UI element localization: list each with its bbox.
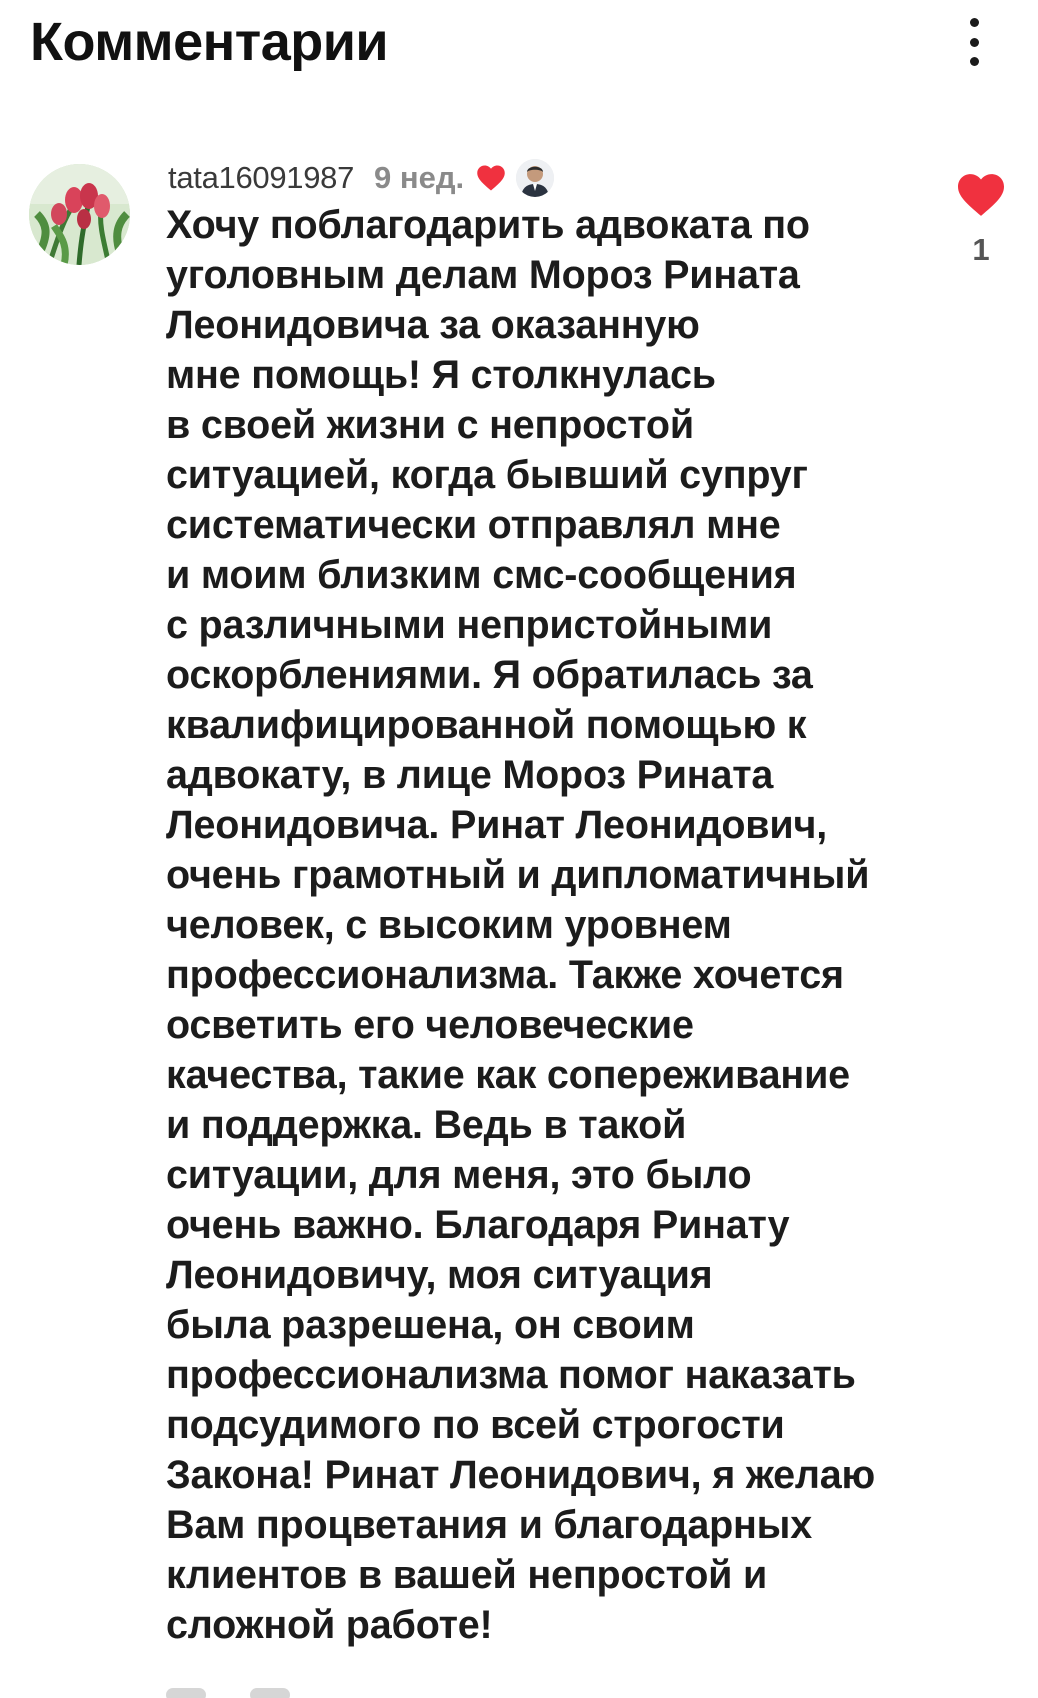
page-title: Комментарии (30, 12, 389, 72)
user-avatar[interactable] (29, 164, 130, 265)
action-link-cutoff (250, 1688, 290, 1698)
heart-icon (476, 164, 506, 192)
comment-age: 9 нед. (374, 160, 465, 195)
more-dot (970, 38, 979, 47)
like-button[interactable] (955, 172, 1007, 218)
reply-actions-partial (166, 1688, 466, 1698)
comment-meta (168, 158, 554, 198)
creator-avatar-icon (516, 159, 554, 197)
like-count: 1 (972, 232, 990, 267)
heart-icon (955, 172, 1007, 218)
like-column (950, 172, 1012, 268)
more-dot (970, 57, 979, 66)
username[interactable]: tata16091987 (168, 160, 355, 195)
header (0, 0, 1038, 90)
tulips-avatar (29, 164, 130, 265)
comment-text: Хочу поблагодарить адвоката по уголовным делам Мороз Рината Леонидовича за оказанную мне помощь! Я столкнулась в своей жизни с непростой ситуацией, когда бывший супруг систематически отправлял мне и моим близким смс-сообщения с различными непристойными оскорблениями. Я обратилась за квалифицированной помощью к адвокату, в лице Мороз Рината Леонидовича. Ринат Леонидович, очень грамотный и дипломатичный человек, с высоким уровнем профессионализма. Также хочется осветить его человеческие качества, такие как сопереживание и поддержка. Ведь в такой ситуации, для меня, это было очень важно. Благодаря Ринату Леонидовичу, моя ситуация была разрешена, он своим профессионализма помог наказать подсудимого по всей строгости Закона! Ринат Леонидович, я желаю Вам процветания и благодарных клиентов в вашей непростой и сложной работе! (166, 203, 876, 1647)
more-vertical-icon (970, 18, 979, 27)
more-options-button[interactable] (955, 14, 993, 70)
reply-link-cutoff (166, 1688, 206, 1698)
